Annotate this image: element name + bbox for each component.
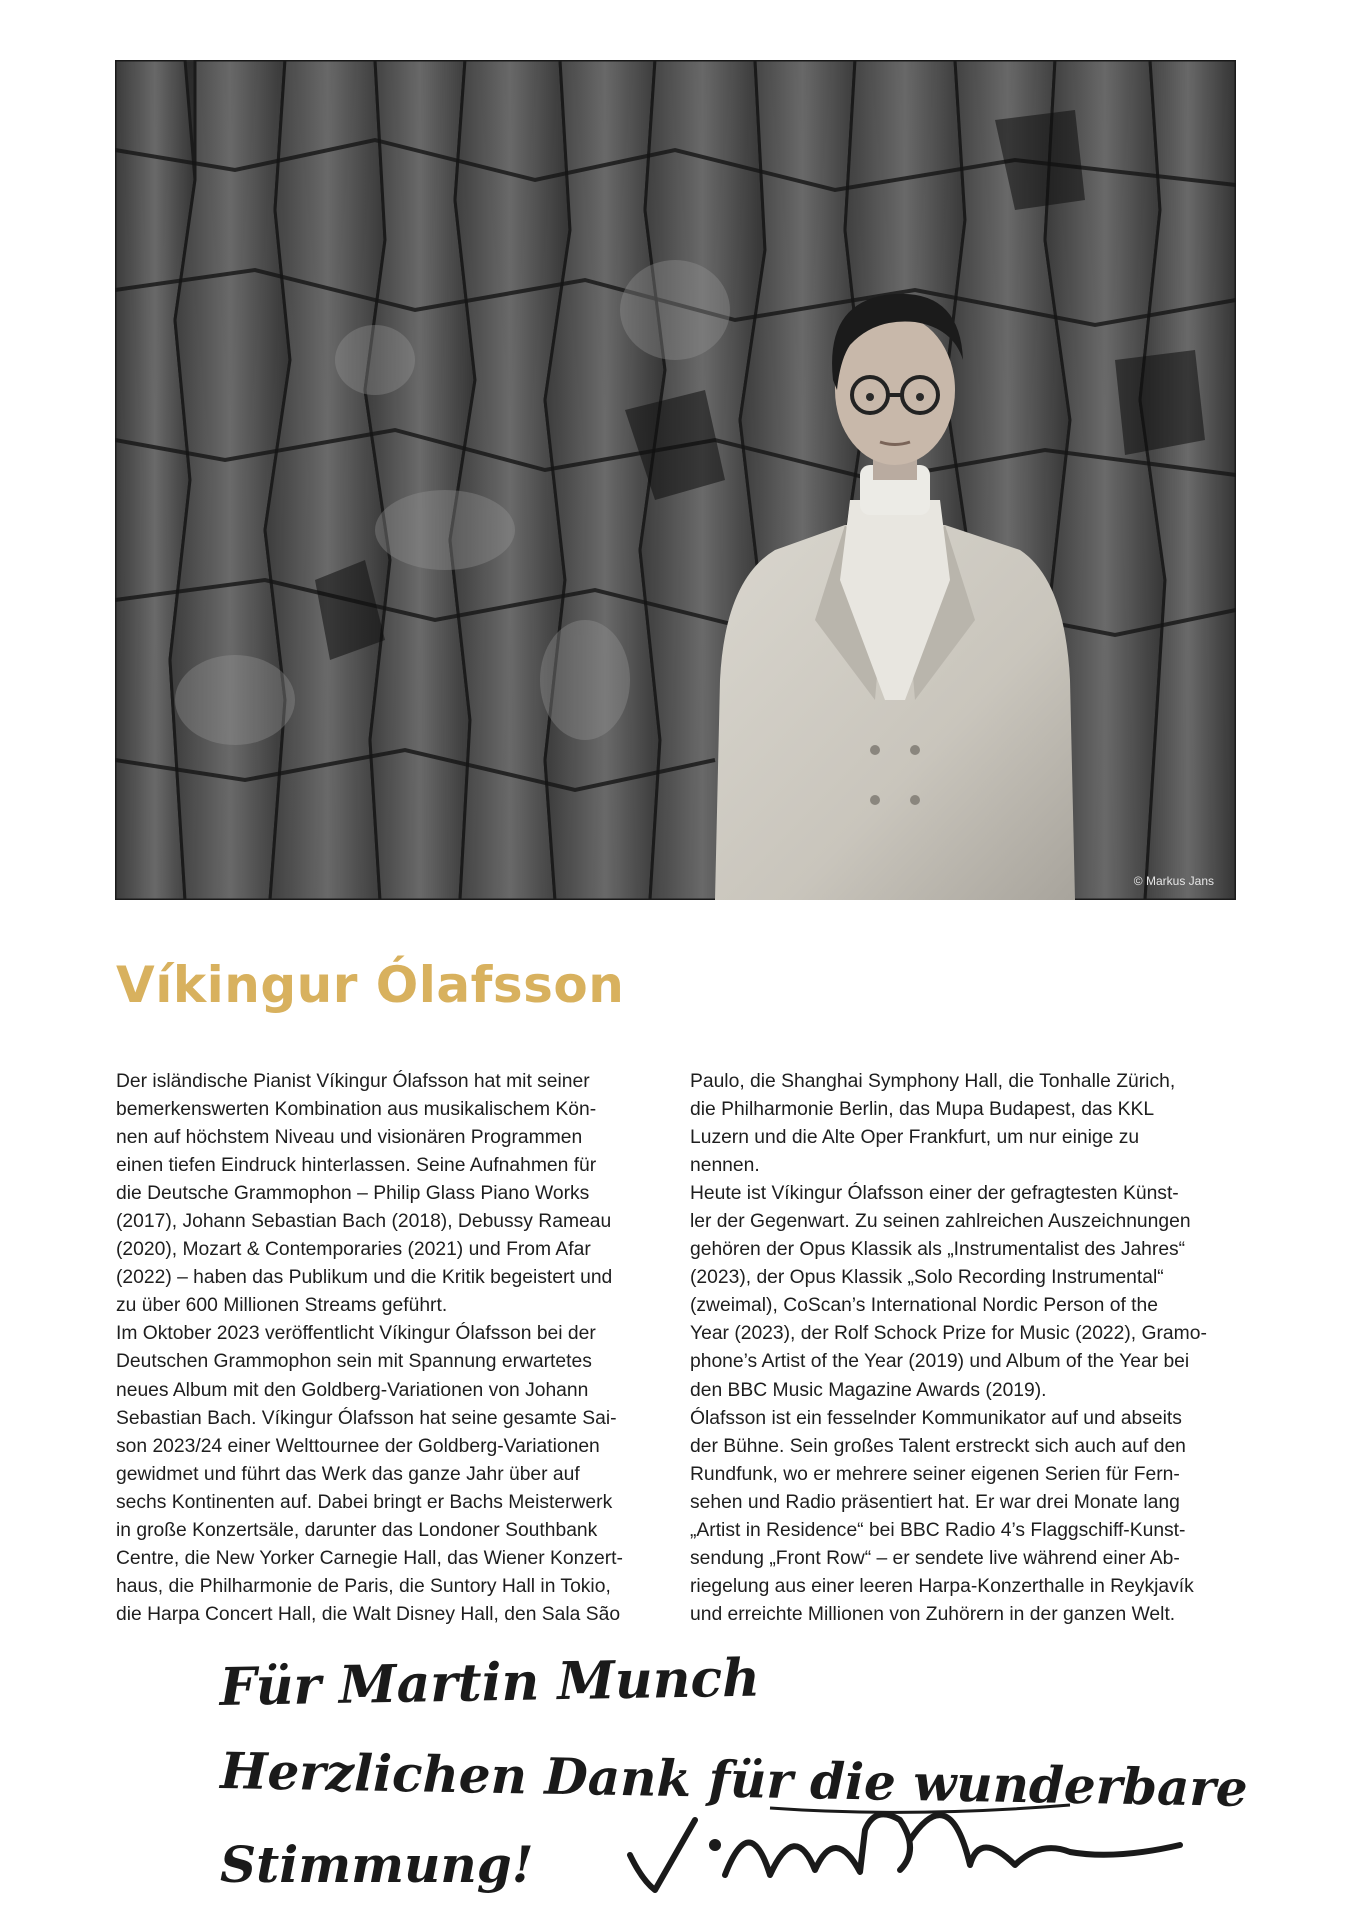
photo-credit: © Markus Jans <box>1133 874 1214 888</box>
bio-line: Rundfunk, wo er mehrere seiner eigenen Serien für Fern- <box>690 1463 1180 1485</box>
bio-line: ler der Gegenwart. Zu seinen zahlreichen Auszeichnungen <box>690 1211 1191 1233</box>
bio-line: gehören der Opus Klassik als „Instrumentalist des Jahres“ <box>690 1239 1186 1261</box>
bio-column-left <box>116 1068 656 1629</box>
bio-line: haus, die Philharmonie de Paris, die Suntory Hall in Tokio, <box>116 1575 611 1597</box>
bio-line: son 2023/24 einer Welttournee der Goldberg-Variationen <box>116 1435 600 1457</box>
bio-line: sendung „Front Row“ – er sendete live während einer Ab- <box>690 1547 1180 1569</box>
bio-line: nennen. <box>690 1155 760 1177</box>
bio-line: Paulo, die Shanghai Symphony Hall, die Tonhalle Zürich, <box>690 1071 1176 1092</box>
bio-line: (2020), Mozart & Contemporaries (2021) und From Afar <box>116 1239 591 1261</box>
bio-line: Year (2023), der Rolf Schock Prize for Music (2022), Gramo- <box>690 1323 1207 1345</box>
rock-wall-backdrop <box>115 60 1236 900</box>
bio-line: Heute ist Víkingur Ólafsson einer der gefragtesten Künst- <box>690 1183 1179 1205</box>
bio-line: Ólafsson ist ein fesselnder Kommunikator auf und abseits <box>690 1407 1182 1429</box>
dedication-line-1: Für Martin Munch <box>219 1647 761 1718</box>
bio-line: und erreichte Millionen von Zuhörern in der ganzen Welt. <box>690 1603 1176 1625</box>
bio-line: phone’s Artist of the Year (2019) und Album of the Year bei <box>690 1351 1190 1373</box>
dedication-line-3: Stimmung! <box>220 1835 534 1894</box>
bio-line: (2022) – haben das Publikum und die Kritik begeistert und <box>116 1267 613 1289</box>
bio-line: riegelung aus einer leeren Harpa-Konzerthalle in Reykjavík <box>690 1575 1194 1597</box>
bio-line: Luzern und die Alte Oper Frankfurt, um nur einige zu <box>690 1127 1140 1149</box>
bio-line: die Deutsche Grammophon – Philip Glass Piano Works <box>116 1183 590 1205</box>
dedication-line-2: Herzlichen Dank für die wunderbare <box>219 1741 1249 1818</box>
bio-line: der Bühne. Sein großes Talent erstreckt sich auch auf den <box>690 1435 1186 1457</box>
bio-line: in große Konzertsäle, darunter das Londoner Southbank <box>116 1519 598 1541</box>
bio-line: den BBC Music Magazine Awards (2019). <box>690 1379 1047 1401</box>
bio-line: Im Oktober 2023 veröffentlicht Víkingur Ólafsson bei der <box>116 1323 596 1345</box>
bio-line: (2023), der Opus Klassik „Solo Recording Instrumental“ <box>690 1267 1164 1289</box>
bio-column-right <box>690 1068 1230 1629</box>
bio-line: Sebastian Bach. Víkingur Ólafsson hat seine gesamte Sai- <box>116 1407 617 1429</box>
bio-line: bemerkenswerten Kombination aus musikalischem Kön- <box>116 1099 597 1121</box>
bio-line: Der isländische Pianist Víkingur Ólafsson hat mit seiner <box>116 1071 590 1092</box>
bio-line: die Philharmonie Berlin, das Mupa Budapest, das KKL <box>690 1099 1155 1121</box>
bio-line: sehen und Radio präsentiert hat. Er war drei Monate lang <box>690 1491 1180 1513</box>
bio-line: zu über 600 Millionen Streams geführt. <box>116 1295 448 1317</box>
signature <box>630 1814 1180 1890</box>
portrait-photo <box>115 60 1236 900</box>
bio-line: (zweimal), CoScan’s International Nordic Person of the <box>690 1295 1158 1317</box>
bio-line: (2017), Johann Sebastian Bach (2018), Debussy Rameau <box>116 1211 612 1233</box>
bio-line: neues Album mit den Goldberg-Variationen von Johann <box>116 1379 589 1401</box>
bio-line: „Artist in Residence“ bei BBC Radio 4’s Flaggschiff-Kunst- <box>690 1519 1186 1541</box>
bio-line: Centre, die New Yorker Carnegie Hall, das Wiener Konzert- <box>116 1547 623 1569</box>
bio-line: gewidmet und führt das Werk das ganze Jahr über auf <box>116 1463 580 1485</box>
handwritten-dedication <box>210 1640 1260 1910</box>
bio-line: sechs Kontinenten auf. Dabei bringt er Bachs Meisterwerk <box>116 1491 613 1513</box>
bio-line: einen tiefen Eindruck hinterlassen. Seine Aufnahmen für <box>116 1155 597 1177</box>
bio-line: nen auf höchstem Niveau und visionären Programmen <box>116 1127 583 1149</box>
bio-line: Deutschen Grammophon sein mit Spannung erwartetes <box>116 1351 592 1373</box>
bio-line: die Harpa Concert Hall, die Walt Disney Hall, den Sala São <box>116 1603 621 1625</box>
page-title: Víkingur Ólafsson <box>116 956 625 1014</box>
